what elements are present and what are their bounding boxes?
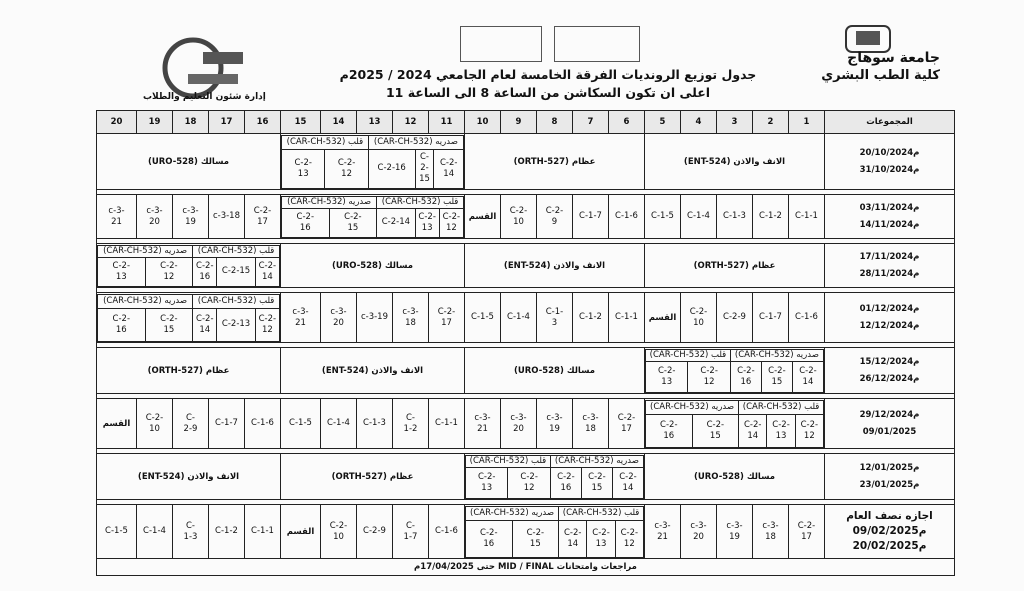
department-name: إدارة شئون التعليم والطلاب [143, 92, 266, 102]
group-col-header: 20 [97, 111, 137, 134]
subgroup-block: صدريه (CAR-CH-532) قلب (CAR-CH-532) C-2- 16 C-2- 15 C-2-14 C-2- 13 C-2- 12 [281, 196, 464, 238]
schedule-subtitle: اعلى ان تكون السكاشن من الساعة 8 الى الساعة 11 [385, 85, 711, 100]
date-cell: 15/12/2024م 26/12/2024م [825, 348, 955, 394]
section-cell: C-2- 12 [325, 149, 368, 188]
groups-header: المجموعات [825, 111, 955, 134]
table-row: C-1-5 C-1-4 C- 1-3 C-1-2 C-1-1 القسم C-2- 10 C-2-9 C- 1-7 C-1-6 صدريه (CAR-CH-532) قلب (CAR-CH-532) C-2- 16 C-2- 15 C-2- 14 C-2- 13 C-2- 12 c-3- 21 c-3- 20 c-3- 19 c-3- 18 C-2- 17 اجازه نصف العام 09/02/2025م 20/02/2025م [97, 505, 955, 559]
section-cell: C-2-16 [368, 149, 415, 188]
schedule-title: جدول توزيع الرونديات الفرقة الخامسة لعام الجامعي 2024 / 2025م [339, 67, 757, 82]
section-cell: C-2- 13 [282, 149, 325, 188]
table-header-row [97, 111, 955, 134]
group-col-header: 19 [137, 111, 173, 134]
group-col-header: 7 [573, 111, 609, 134]
table-row: الانف والاذن (ENT-524) عظام (ORTH-527) قلب (CAR-CH-532) صدريه (CAR-CH-532) C-2- 13 C-2- 12 C-2- 16 C-2- 15 C-2- 14 مسالك (URO-528) 12/01/2025م 23/01/2025م [97, 454, 955, 500]
section-cell: C-2- 14 [434, 149, 464, 188]
date-cell: 20/10/2024م 31/10/2024م [825, 134, 955, 190]
footer-row [97, 559, 955, 576]
university-name: جامعة سوهاج [847, 50, 940, 66]
rotation-orth: عظام (ORTH-527) [465, 134, 645, 190]
group-col-header: 17 [209, 111, 245, 134]
date-cell: 17/11/2024م 28/11/2024م [825, 244, 955, 288]
group-col-header: 3 [717, 111, 753, 134]
group-col-header: 12 [393, 111, 429, 134]
section-cell: c-3-18 [209, 195, 245, 239]
subgroup-block: صدريه (CAR-CH-532) قلب (CAR-CH-532) C-2- 16 C-2- 15 C-2- 14 C-2- 13 C-2- 12 [645, 400, 824, 448]
section-cell: C-2- 17 [245, 195, 281, 239]
subgroup-block [281, 135, 464, 189]
subgroup-block: صدريه (CAR-CH-532) قلب (CAR-CH-532) C-2- 16 C-2- 15 C-2- 14 C-2- 13 C-2- 12 [465, 506, 644, 558]
date-cell: 12/01/2025م 23/01/2025م [825, 454, 955, 500]
subgroup-block: قلب (CAR-CH-532) صدريه (CAR-CH-532) C-2- 13 C-2- 12 C-2- 16 C-2- 15 C-2- 14 [465, 455, 644, 499]
group-col-header: 5 [645, 111, 681, 134]
exams-note: مراجعات وامتحانات MID / FINAL حتى 17/04/2025م [97, 559, 955, 576]
section-cell: c-3- 21 [97, 195, 137, 239]
group-col-header: 14 [321, 111, 357, 134]
group-col-header: 18 [173, 111, 209, 134]
section-cell: c-3- 20 [137, 195, 173, 239]
section-cell: C- 2- 15 [415, 149, 434, 188]
date-cell: 03/11/2024م 14/11/2024م [825, 195, 955, 239]
group-col-header: 16 [245, 111, 281, 134]
group-col-header: 11 [429, 111, 465, 134]
date-cell: 01/12/2024م 12/12/2024م [825, 293, 955, 343]
group-col-header: 1 [789, 111, 825, 134]
group-col-header: 15 [281, 111, 321, 134]
group-col-header: 8 [537, 111, 573, 134]
rotation-schedule-table [96, 110, 955, 576]
table-row [97, 134, 955, 190]
rotation-ent: الانف والاذن (ENT-524) [645, 134, 825, 190]
document-header [88, 22, 958, 106]
date-cell: اجازه نصف العام 09/02/2025م 20/02/2025م [825, 505, 955, 559]
group-col-header: 6 [609, 111, 645, 134]
rotation-cardio: قلب (CAR-CH-532) [282, 135, 369, 149]
section-cell: c-3- 19 [173, 195, 209, 239]
accreditation-badge-icon [460, 26, 542, 62]
table-row: صدريه (CAR-CH-532) قلب (CAR-CH-532) C-2- 13 C-2- 12 C-2- 16 C-2-15 C-2- 14 مسالك (URO-528) الانف والاذن (ENT-524) عظام (ORTH-527) 17/11/2024م 28/11/2024م [97, 244, 955, 288]
subgroup-block: صدريه (CAR-CH-532) قلب (CAR-CH-532) C-2- 13 C-2- 12 C-2- 16 C-2-15 C-2- 14 [97, 245, 280, 287]
group-col-header: 4 [681, 111, 717, 134]
subgroup-block: قلب (CAR-CH-532) صدريه (CAR-CH-532) C-2- 13 C-2- 12 C-2- 16 C-2- 15 C-2- 14 [645, 349, 824, 393]
faculty-name: كلية الطب البشري [821, 68, 940, 83]
group-col-header: 2 [753, 111, 789, 134]
certification-badge-icon [554, 26, 640, 62]
group-col-header: 9 [501, 111, 537, 134]
table-row: c-3- 21 c-3- 20 c-3- 19 c-3-18 C-2- 17 صدريه (CAR-CH-532) قلب (CAR-CH-532) C-2- 16 C-2- 15 C-2-14 C-2- 13 C-2- 12 القسم C-2- 10 C-2- 9 C-1-7 C-1-6 C-1-5 C-1-4 C-1-3 C-1-2 C-1-1 03/11/2024م 14/11/2024م [97, 195, 955, 239]
rotation-uro: مسالك (URO-528) [97, 134, 281, 190]
table-row: صدريه (CAR-CH-532) قلب (CAR-CH-532) C-2- 16 C-2- 15 C-2- 14 C-2-13 C-2- 12 c-3- 21 c-3- 20 c-3-19 c-3- 18 C-2- 17 C-1-5 C-1-4 C-1- 3 C-1-2 C-1-1 القسم C-2- 10 C-2-9 C-1-7 C-1-6 01/12/2024م 12/12/2024م [97, 293, 955, 343]
group-col-header: 13 [357, 111, 393, 134]
table-row: القسم C-2- 10 C- 2-9 C-1-7 C-1-6 C-1-5 C-1-4 C-1-3 C- 1-2 C-1-1 c-3- 21 c-3- 20 c-3- 19 c-3- 18 C-2- 17 صدريه (CAR-CH-532) قلب (CAR-CH-532) C-2- 16 C-2- 15 C-2- 14 C-2- 13 C-2- 12 29/12/2024م 09/01/2025 [97, 399, 955, 449]
subgroup-block: صدريه (CAR-CH-532) قلب (CAR-CH-532) C-2- 16 C-2- 15 C-2- 14 C-2-13 C-2- 12 [97, 294, 280, 342]
department-cell: القسم [465, 195, 501, 239]
date-cell: 29/12/2024م 09/01/2025 [825, 399, 955, 449]
rotation-chest: صدريه (CAR-CH-532) [368, 135, 463, 149]
table-row: عظام (ORTH-527) الانف والاذن (ENT-524) مسالك (URO-528) قلب (CAR-CH-532) صدريه (CAR-CH-532) C-2- 13 C-2- 12 C-2- 16 C-2- 15 C-2- 14 15/12/2024م 26/12/2024م [97, 348, 955, 394]
group-col-header: 10 [465, 111, 501, 134]
